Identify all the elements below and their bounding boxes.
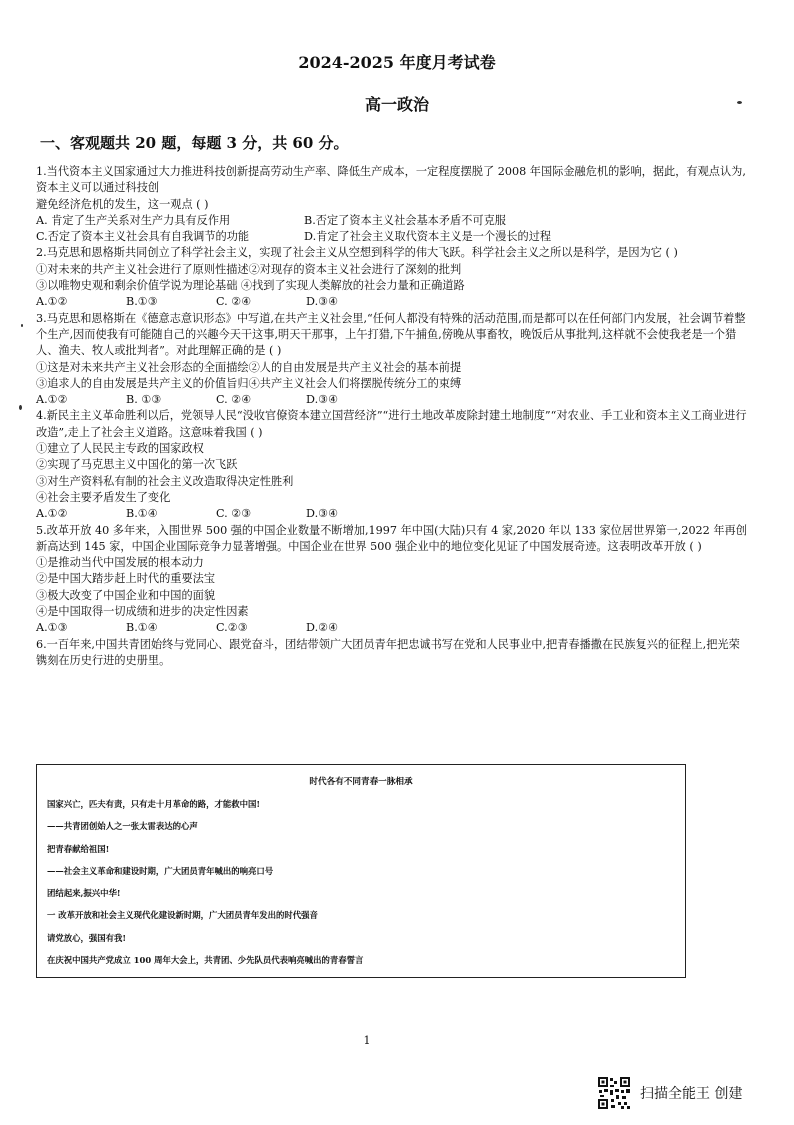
choice-d: D.③④ <box>306 507 339 521</box>
material-box <box>36 764 686 978</box>
choice-b: B. ①③ <box>126 393 162 407</box>
choice-b: B.①③ <box>126 295 158 309</box>
material-line: 把青春献给祖国! <box>47 843 110 854</box>
choice-a: A.①② <box>36 295 68 309</box>
choice-c: C. ②③ <box>216 507 252 521</box>
question-stem: 3.马克思和恩格斯在《德意志意识形态》中写道,在共产主义社会里,“任何人都没有特殊的活动范围,而是都可以在任何部门内发展，社会调节着整个生产,因而使我有可能随自己的兴趣今天干这事,明天干那事，上午打猎,下午捕鱼,傍晚从事畜牧，晚饭后从事批判,这样就不会使我老是一个猎人、渔夫、牧人或批判者”。对此理解正确的是 ( ) <box>36 311 746 358</box>
scanner-watermark: 扫描全能王 创建 <box>640 1086 743 1102</box>
material-box-title: 时代各有不同青春一脉相承 <box>309 777 413 787</box>
scan-speck <box>737 101 742 104</box>
statement: ①建立了人民民主专政的国家政权 <box>36 442 204 456</box>
material-line: 请党放心，强国有我! <box>47 932 127 943</box>
choice-d: D.②④ <box>306 621 339 635</box>
material-line: ——社会主义革命和建设时期，广大团员青年喊出的响亮口号 <box>47 865 274 876</box>
choice-a: A.①② <box>36 393 68 407</box>
choice-row <box>36 392 748 408</box>
scan-speck <box>21 324 23 327</box>
page-number: 1 <box>363 1034 371 1047</box>
question-2 <box>36 245 748 310</box>
question-stem: 1.当代资本主义国家通过大力推进科技创新提高劳动生产率、降低生产成本，一定程度摆脱了 2008 年国际金融危机的影响，据此，有观点认为,资本主义可以通过科技创 <box>36 165 746 195</box>
choice-row <box>36 506 748 522</box>
subject-title: 高一政治 <box>364 95 429 114</box>
statement: ③追求人的自由发展是共产主义的价值旨归④共产主义社会人们将摆脱传统分工的束缚 <box>36 376 462 390</box>
question-stem: 6.一百年来,中国共青团始终与党同心、跟党奋斗，团结带领广大团员青年把忠诚书写在党和人民事业中,把青春播撒在民族复兴的征程上,把光荣镌刻在历史行进的史册里。 <box>36 637 740 667</box>
choice-a: A.①③ <box>36 621 68 635</box>
choice-a: A.①② <box>36 507 68 521</box>
choice-c: C. ②④ <box>216 295 252 309</box>
statement: ④是中国取得一切成绩和进步的决定性因素 <box>36 605 249 619</box>
choice-d: D.③④ <box>306 393 339 407</box>
option-b: B.否定了资本主义社会基本矛盾不可克服 <box>304 213 506 227</box>
question-5 <box>36 523 748 637</box>
question-6 <box>36 637 748 670</box>
question-stem: 4.新民主主义革命胜利以后，党领导人民“没收官僚资本建立国营经济”“进行土地改革废除封建土地制度”“对农业、手工业和资本主义工商业进行改造”,走上了社会主义道路。这意味着我国 ( ) <box>36 409 747 439</box>
statement: ③以唯物史观和剩余价值学说为理论基础 ④找到了实现人类解放的社会力量和正确道路 <box>36 279 465 293</box>
choice-b: B.①④ <box>126 621 158 635</box>
option-c: C.否定了资本主义社会具有自我调节的功能 <box>36 230 250 244</box>
material-box-lines <box>47 793 685 971</box>
material-line: 在庆祝中国共产党成立 100 周年大会上，共青团、少先队员代表响亮喊出的青春誓言 <box>47 955 364 966</box>
question-stem: 2.马克思和恩格斯共同创立了科学社会主义，实现了社会主义从空想到科学的伟大飞跃。科学社会主义之所以是科学，是因为它 ( ) <box>36 246 678 260</box>
statement: ④社会主要矛盾发生了变化 <box>36 490 171 504</box>
option-row <box>36 229 748 245</box>
statement: ③对生产资料私有制的社会主义改造取得决定性胜利 <box>36 474 294 488</box>
choice-b: B.①④ <box>126 507 158 521</box>
choice-d: D.③④ <box>306 295 339 309</box>
material-line: ——共青团创始人之一张太雷表达的心声 <box>47 821 198 832</box>
exam-title: 2024-2025 年度月考试卷 <box>298 53 496 72</box>
choice-c: C. ②④ <box>216 393 252 407</box>
qr-code-icon <box>597 1076 631 1110</box>
statement: ①对未来的共产主义社会进行了原则性描述②对现存的资本主义社会进行了深刻的批判 <box>36 262 462 276</box>
question-4 <box>36 408 748 522</box>
material-line: 一 改革开放和社会主义现代化建设新时期，广大团员青年发出的时代强音 <box>47 910 318 921</box>
statement: ①这是对未来共产主义社会形态的全面描绘②人的自由发展是共产主义社会的基本前提 <box>36 360 462 374</box>
question-3 <box>36 311 748 409</box>
statement: ②是中国大踏步赶上时代的重要法宝 <box>36 572 216 586</box>
statement: ②实现了马克思主义中国化的第一次飞跃 <box>36 458 238 472</box>
section-heading: 一、客观题共 20 题，每题 3 分，共 60 分。 <box>40 134 349 152</box>
option-a: A. 肯定了生产关系对生产力具有反作用 <box>36 213 231 227</box>
statement: ①是推动当代中国发展的根本动力 <box>36 556 204 570</box>
questions-area <box>36 164 748 669</box>
option-d: D.肯定了社会主义取代资本主义是一个漫长的过程 <box>304 230 552 244</box>
question-stem: 避免经济危机的发生，这一观点 ( ) <box>36 197 209 211</box>
material-line: 国家兴亡，匹夫有责，只有走十月革命的路，才能救中国! <box>47 799 261 809</box>
choice-c: C.②③ <box>216 621 248 635</box>
scan-speck <box>19 405 22 410</box>
question-1 <box>36 164 748 245</box>
option-row <box>36 213 748 229</box>
choice-row <box>36 294 748 310</box>
question-stem: 5.改革开放 40 多年来，入围世界 500 强的中国企业数量不断增加,1997 年中国(大陆)只有 4 家,2020 年以 133 家位居世界第一,2022 年再创新高达到 145 家，中国企业国际竞争力显著增强。中国企业在世界 500 强企业中的地位变化见证了中国发展奇迹。这表明改革开放 ( ) <box>36 523 747 553</box>
material-line: 团结起来,振兴中华! <box>47 888 121 899</box>
choice-row <box>36 620 748 636</box>
statement: ③极大改变了中国企业和中国的面貌 <box>36 588 216 602</box>
